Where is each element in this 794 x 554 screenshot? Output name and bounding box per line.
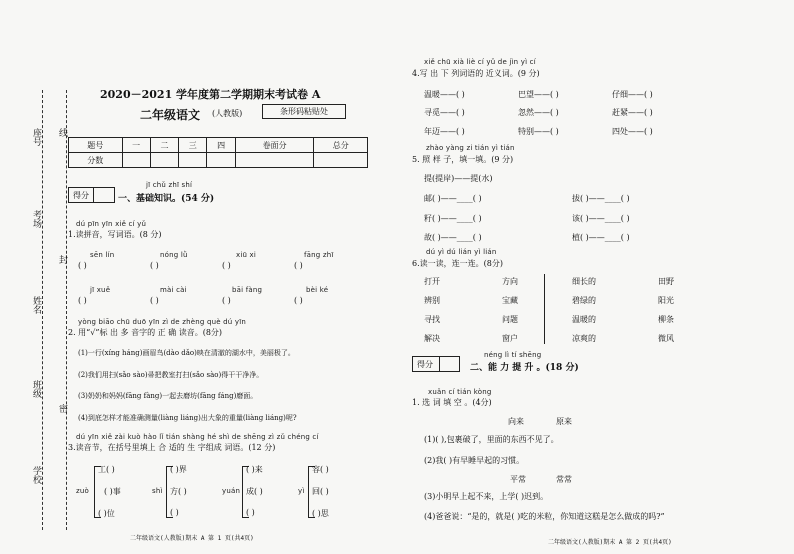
exam-title: 2020－2021 学年度第二学期期末考试卷 A bbox=[100, 88, 321, 101]
q3-blank[interactable]: 工( ) bbox=[98, 465, 115, 474]
score-box-label: 得分 bbox=[417, 360, 433, 369]
q5-item[interactable]: 故( )——____( ) bbox=[424, 233, 482, 242]
q5-item[interactable]: 籽( )——____( ) bbox=[424, 214, 482, 223]
q3-blank[interactable]: 容( ) bbox=[312, 465, 329, 474]
subject-title: 二年级语文 bbox=[140, 108, 201, 122]
pinyin: zhào yàng zi tián yì tián bbox=[426, 144, 515, 152]
q3-blank[interactable]: ( )思 bbox=[312, 509, 329, 518]
pinyin: yòng biāo chū duō yīn zì de zhèng què dú yīn bbox=[78, 318, 246, 326]
answer-blank[interactable]: ( ) bbox=[222, 261, 231, 270]
section2-title: 二、能 力 提 升 。(18 分) bbox=[470, 363, 579, 373]
q6-word[interactable]: 细长的 bbox=[572, 277, 596, 286]
q6-word[interactable]: 解决 bbox=[424, 334, 440, 343]
q4-item[interactable]: 特别——( ) bbox=[518, 127, 559, 136]
score-cell[interactable] bbox=[122, 153, 150, 168]
name-label: 姓名 bbox=[31, 296, 41, 314]
pinyin: dú yì dú lián yì lián bbox=[426, 248, 497, 256]
s2q1-item[interactable]: (3)小明早上起不来，上学( )迟到。 bbox=[424, 492, 549, 501]
pinyin: bāi fàng bbox=[232, 286, 263, 294]
answer-blank[interactable]: ( ) bbox=[150, 261, 159, 270]
pinyin: bèi ké bbox=[306, 286, 329, 294]
word-choice: 原来 bbox=[556, 417, 572, 426]
q6-word[interactable]: 阳光 bbox=[658, 296, 674, 305]
q4-item[interactable]: 寻觅——( ) bbox=[424, 108, 465, 117]
score-box[interactable] bbox=[412, 356, 460, 372]
q2-item: (1)一行(xíng háng)画眉鸟(dào dǎo)映在清澈的湖水中，美丽极了。 bbox=[78, 349, 295, 357]
pinyin: zuò bbox=[76, 487, 89, 495]
q4-item[interactable]: 巴望——( ) bbox=[518, 90, 559, 99]
q4-item[interactable]: 忽然——( ) bbox=[518, 108, 559, 117]
q4-item[interactable]: 四处——( ) bbox=[612, 127, 653, 136]
q5-item[interactable]: 该( )——____( ) bbox=[572, 214, 630, 223]
s2q1-item[interactable]: (1)( ),包裹破了，里面的东西不见了。 bbox=[424, 435, 559, 444]
answer-blank[interactable]: ( ) bbox=[78, 296, 87, 305]
score-table bbox=[68, 137, 368, 168]
q3-blank[interactable]: ( ) bbox=[246, 508, 255, 517]
q1-text: 1.读拼音，写词语。(8 分) bbox=[68, 230, 162, 239]
q5-item[interactable]: 拔( )——____( ) bbox=[572, 194, 630, 203]
q4-item[interactable]: 赶紧——( ) bbox=[612, 108, 653, 117]
pinyin: dú pīn yīn xiě cí yǔ bbox=[76, 220, 147, 228]
binding-line bbox=[66, 90, 67, 530]
q3-text: 3.读音节，在括号里填上 合 适的 生 字组成 词语。(12 分) bbox=[68, 443, 276, 452]
q6-word[interactable]: 柳条 bbox=[658, 315, 674, 324]
section1-title: 一、基础知识。(54 分) bbox=[118, 194, 215, 204]
q2-item: (3)奶奶和妈妈(fāng fàng)一起去磨坊(fāng fáng)磨面。 bbox=[78, 392, 258, 400]
answer-blank[interactable]: ( ) bbox=[78, 261, 87, 270]
q3-blank[interactable]: ( )界 bbox=[170, 465, 187, 474]
pinyin: xiū xi bbox=[236, 251, 257, 259]
word-choice: 常常 bbox=[556, 475, 572, 484]
word-choice: 平常 bbox=[510, 475, 526, 484]
school-label: 学校 bbox=[31, 466, 41, 484]
q5-item[interactable]: 邮( )——____( ) bbox=[424, 194, 482, 203]
q6-text: 6.读一读，连一连。(8分) bbox=[412, 259, 503, 268]
q6-word[interactable]: 辨别 bbox=[424, 296, 440, 305]
exam-room-label: 考场 bbox=[31, 210, 41, 228]
q5-example: 提(提岸)——提(水) bbox=[424, 174, 493, 183]
q6-word[interactable]: 田野 bbox=[658, 277, 674, 286]
q2-text: 2. 用“√”标 出 多 音字的 正 确 读音。(8分) bbox=[68, 328, 223, 337]
pinyin: jī chǔ zhī shí bbox=[146, 181, 193, 189]
score-header: 卷面分 bbox=[235, 138, 314, 153]
q3-blank[interactable]: 回( ) bbox=[312, 487, 329, 496]
answer-blank[interactable]: ( ) bbox=[294, 261, 303, 270]
score-row-label: 分数 bbox=[69, 153, 123, 168]
q6-word[interactable]: 微风 bbox=[658, 334, 674, 343]
q6-word[interactable]: 方向 bbox=[502, 277, 518, 286]
score-header: 四 bbox=[207, 138, 235, 153]
q3-blank[interactable]: ( ) bbox=[170, 508, 179, 517]
pinyin: shì bbox=[152, 487, 163, 495]
q6-word[interactable]: 温暖的 bbox=[572, 315, 596, 324]
q4-item[interactable]: 仔细——( ) bbox=[612, 90, 653, 99]
answer-blank[interactable]: ( ) bbox=[150, 296, 159, 305]
answer-blank[interactable]: ( ) bbox=[294, 296, 303, 305]
score-cell[interactable] bbox=[207, 153, 235, 168]
q6-word[interactable]: 寻找 bbox=[424, 315, 440, 324]
pinyin: sēn lín bbox=[90, 251, 115, 259]
edition-label: (人教版) bbox=[212, 109, 243, 118]
q3-blank[interactable]: ( )来 bbox=[246, 465, 263, 474]
score-header: 一 bbox=[122, 138, 150, 153]
score-header: 三 bbox=[179, 138, 207, 153]
footer: 二年级语文(人教版)期末 A 第 2 页(共4页) bbox=[548, 539, 672, 546]
score-box[interactable] bbox=[68, 187, 115, 203]
pinyin: nóng lǜ bbox=[160, 251, 188, 259]
q5-item[interactable]: 植( )——____( ) bbox=[572, 233, 630, 242]
score-header: 二 bbox=[150, 138, 178, 153]
seat-label: 座号 bbox=[31, 128, 41, 146]
word-choice: 向来 bbox=[508, 417, 524, 426]
seal-char: 密 bbox=[57, 404, 67, 413]
q6-word[interactable]: 问题 bbox=[502, 315, 518, 324]
score-cell[interactable] bbox=[150, 153, 178, 168]
q6-word[interactable]: 宝藏 bbox=[502, 296, 518, 305]
class-label: 班级 bbox=[31, 380, 41, 398]
q3-blank[interactable]: 方( ) bbox=[170, 487, 187, 496]
q4-item[interactable]: 年迈——( ) bbox=[424, 127, 465, 136]
q3-blank[interactable]: 成( ) bbox=[246, 487, 263, 496]
s2q1-item[interactable]: (4)爸爸说：“是的，就是( )吃的米粒，你知道这糕是怎么做成的吗?” bbox=[424, 512, 665, 521]
q4-text: 4.写 出 下 列词语的 近义词。(9 分) bbox=[412, 69, 540, 78]
pinyin: dú yīn xiě zài kuò hào lǐ tián shàng hé shì de shēng zì zǔ chéng cí bbox=[76, 433, 319, 441]
divider bbox=[544, 274, 545, 344]
q3-blank[interactable]: ( )位 bbox=[98, 509, 115, 518]
seal-char: 线 bbox=[57, 128, 67, 137]
pinyin: mài cài bbox=[160, 286, 187, 294]
answer-blank[interactable]: ( ) bbox=[222, 296, 231, 305]
footer: 二年级语文(人教版)期末 A 第 1 页(共4页) bbox=[130, 535, 254, 542]
score-cell[interactable] bbox=[179, 153, 207, 168]
pinyin: xiě chū xià liè cí yǔ de jìn yì cí bbox=[424, 58, 536, 66]
q4-item[interactable]: 温暖——( ) bbox=[424, 90, 465, 99]
q3-blank[interactable]: ( )事 bbox=[104, 487, 121, 496]
pinyin: fāng zhī bbox=[304, 251, 334, 259]
score-box-label: 得分 bbox=[73, 191, 89, 200]
score-header: 总分 bbox=[314, 138, 368, 153]
q5-text: 5. 照 样 子，填一填。(9 分) bbox=[412, 155, 514, 164]
score-header: 题号 bbox=[69, 138, 123, 153]
score-cell[interactable] bbox=[314, 153, 368, 168]
pinyin: yì bbox=[298, 487, 305, 495]
pinyin: néng lì tí shēng bbox=[484, 351, 542, 359]
s2q1-text: 1. 选 词 填 空 。(4分) bbox=[412, 398, 492, 407]
q2-item: (4)到底怎样才能准确测量(liàng liáng)出大象的重量(liàng liáng)呢? bbox=[78, 414, 297, 422]
pinyin: yuán bbox=[222, 487, 241, 495]
pinyin: xuǎn cí tián kòng bbox=[428, 388, 492, 396]
q2-item: (2)我们用扫(sǎo sào)帚把教室打扫(sǎo sào)得干干净净。 bbox=[78, 371, 264, 379]
seal-char: 封 bbox=[57, 255, 67, 264]
pinyin: jī xuě bbox=[90, 286, 111, 294]
barcode-area: 条形码粘贴处 bbox=[262, 104, 346, 119]
s2q1-item[interactable]: (2)我( )有早睡早起的习惯。 bbox=[424, 456, 525, 465]
q6-word[interactable]: 凉爽的 bbox=[572, 334, 596, 343]
score-cell[interactable] bbox=[235, 153, 314, 168]
q6-word[interactable]: 窗户 bbox=[502, 334, 518, 343]
q6-word[interactable]: 碧绿的 bbox=[572, 296, 596, 305]
q6-word[interactable]: 打开 bbox=[424, 277, 440, 286]
